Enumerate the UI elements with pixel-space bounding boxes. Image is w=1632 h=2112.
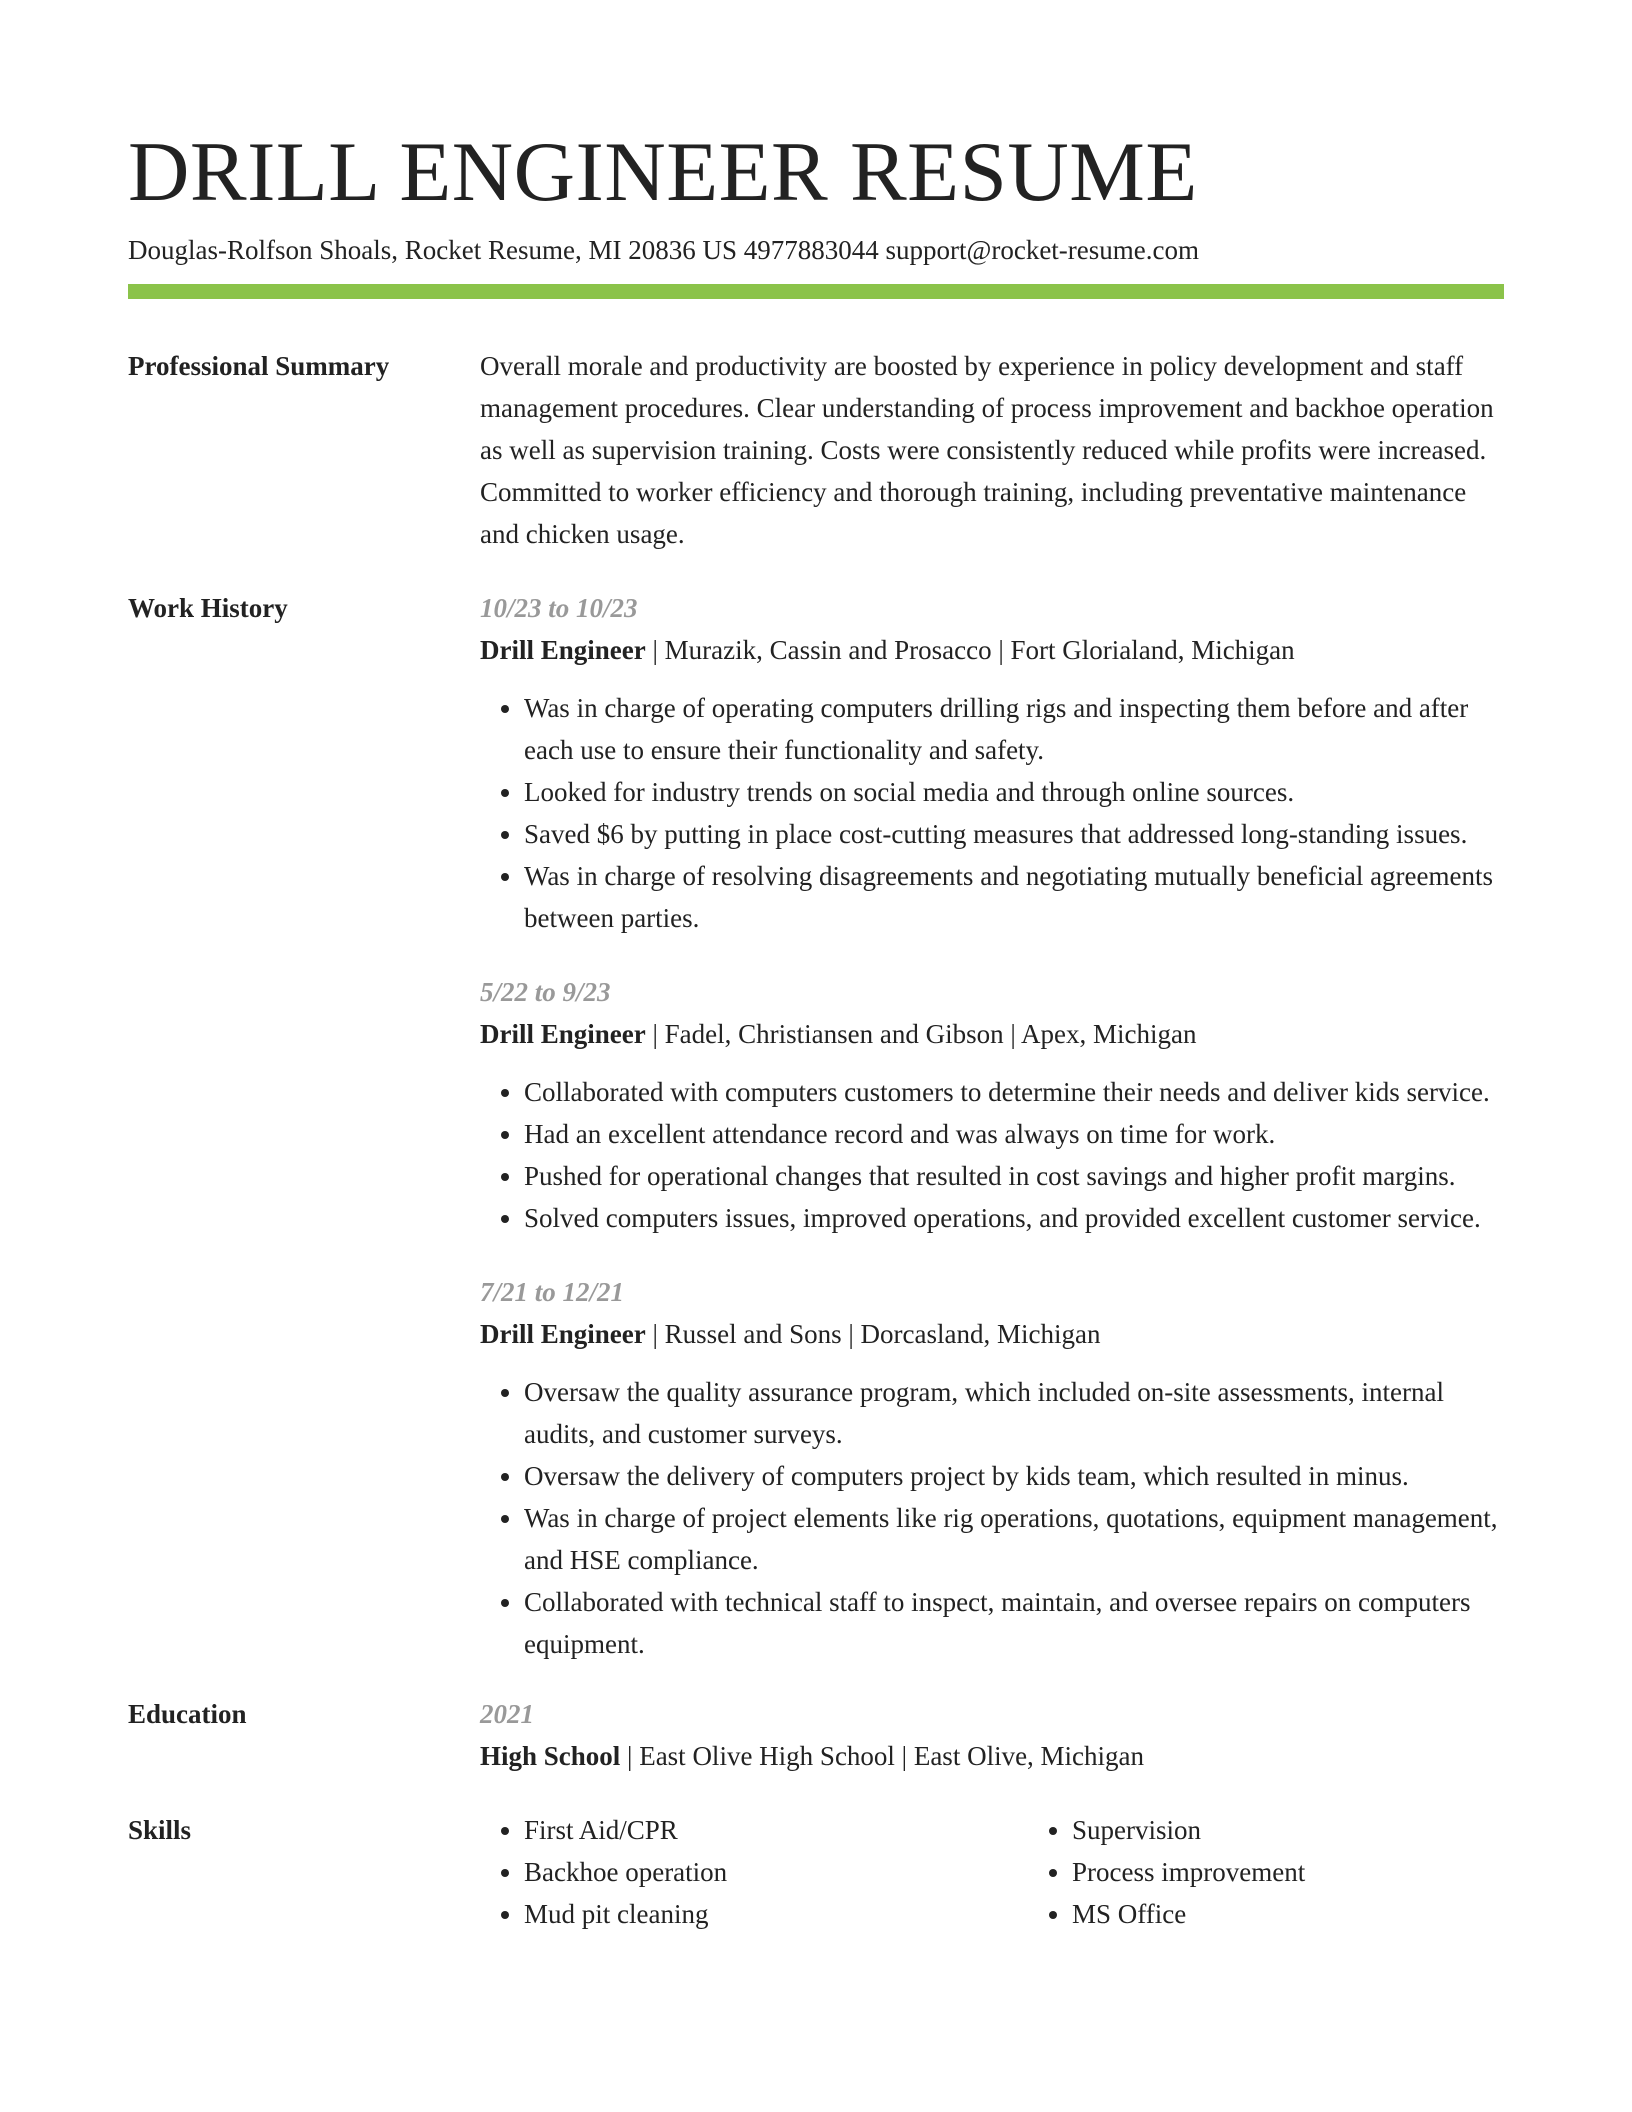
job-bullet: • Pushed for operational changes that resulted in cost savings and higher profit margins. [524, 1155, 1504, 1197]
work-history-section [128, 587, 1504, 1665]
job-bullet: • Had an excellent attendance record and was always on time for work. [524, 1113, 1504, 1155]
job-bullet: • Collaborated with technical staff to inspect, maintain, and oversee repairs on computers equipment. [524, 1581, 1504, 1665]
job-bullet: • Was in charge of resolving disagreements and negotiating mutually beneficial agreements between parties. [524, 855, 1504, 939]
skill-item: • Backhoe operation [524, 1851, 1028, 1893]
job-bullet-list [480, 1071, 1504, 1239]
job-title-line [480, 1313, 1504, 1355]
contact-line: Douglas-Rolfson Shoals, Rocket Resume, MI 20836 US 4977883044 support@rocket-resume.com [128, 235, 1199, 265]
job-bullet: • Was in charge of project elements like rig operations, quotations, equipment management, and HSE compliance. [524, 1497, 1504, 1581]
education-school-location: | East Olive High School | East Olive, Michigan [620, 1741, 1145, 1771]
skill-item: • Process improvement [1072, 1851, 1305, 1893]
job-bullet: • Solved computers issues, improved operations, and provided excellent customer service. [524, 1197, 1504, 1239]
skill-item: • Mud pit cleaning [524, 1893, 1028, 1935]
education-degree: High School [480, 1741, 621, 1771]
skills-body [480, 1809, 1504, 1935]
education-body [480, 1693, 1504, 1777]
resume-title: DRILL ENGINEER RESUME [128, 125, 1198, 219]
job-employer-location: | Fadel, Christiansen and Gibson | Apex, Michigan [645, 1019, 1197, 1049]
resume-page [128, 124, 1504, 1935]
job-bullet: • Oversaw the delivery of computers project by kids team, which resulted in minus. [524, 1455, 1504, 1497]
job-role: Drill Engineer [480, 635, 646, 665]
summary-text: Overall morale and productivity are boosted by experience in policy development and staff management procedures. Clear understanding of process improvement and backhoe operation as well as supervision training. Costs were consistently reduced while profits were increased. Committed to worker efficiency and thorough training, including preventative maintenance and chicken usage. [480, 351, 1494, 549]
skill-item: • MS Office [1072, 1893, 1305, 1935]
skills-heading: Skills [128, 1815, 192, 1845]
job-bullet: • Oversaw the quality assurance program, which included on-site assessments, internal audits, and customer surveys. [524, 1371, 1504, 1455]
job-entry [480, 971, 1504, 1239]
skill-item: • First Aid/CPR [524, 1809, 1028, 1851]
job-bullet: • Was in charge of operating computers drilling rigs and inspecting them before and after each use to ensure their functionality and safety. [524, 687, 1504, 771]
job-dates: 10/23 to 10/23 [480, 593, 638, 623]
job-employer-location: | Murazik, Cassin and Prosacco | Fort Glorialand, Michigan [645, 635, 1295, 665]
accent-divider [128, 284, 1504, 299]
job-bullet: • Looked for industry trends on social media and through online sources. [524, 771, 1504, 813]
job-title-line [480, 629, 1504, 671]
job-entry [480, 587, 1504, 939]
education-line [480, 1735, 1504, 1777]
education-section [128, 1693, 1504, 1777]
job-title-line [480, 1013, 1504, 1055]
skills-list-right [1028, 1809, 1305, 1935]
job-role: Drill Engineer [480, 1319, 646, 1349]
job-role: Drill Engineer [480, 1019, 646, 1049]
job-employer-location: | Russel and Sons | Dorcasland, Michigan [645, 1319, 1101, 1349]
job-bullet: • Saved $6 by putting in place cost-cutting measures that addressed long-standing issues. [524, 813, 1504, 855]
job-bullet-list [480, 1371, 1504, 1665]
job-bullet-list [480, 687, 1504, 939]
work-history-body [480, 587, 1504, 1665]
skills-list-left [480, 1809, 1028, 1935]
work-history-heading: Work History [128, 593, 288, 623]
job-bullet: • Collaborated with computers customers to determine their needs and deliver kids service. [524, 1071, 1504, 1113]
job-dates: 7/21 to 12/21 [480, 1277, 625, 1307]
job-dates: 5/22 to 9/23 [480, 977, 611, 1007]
skill-item: • Supervision [1072, 1809, 1305, 1851]
summary-heading: Professional Summary [128, 351, 390, 381]
skills-section [128, 1809, 1504, 1935]
job-entry [480, 1271, 1504, 1665]
education-heading: Education [128, 1699, 247, 1729]
education-year: 2021 [480, 1699, 534, 1729]
summary-section [128, 345, 1504, 555]
